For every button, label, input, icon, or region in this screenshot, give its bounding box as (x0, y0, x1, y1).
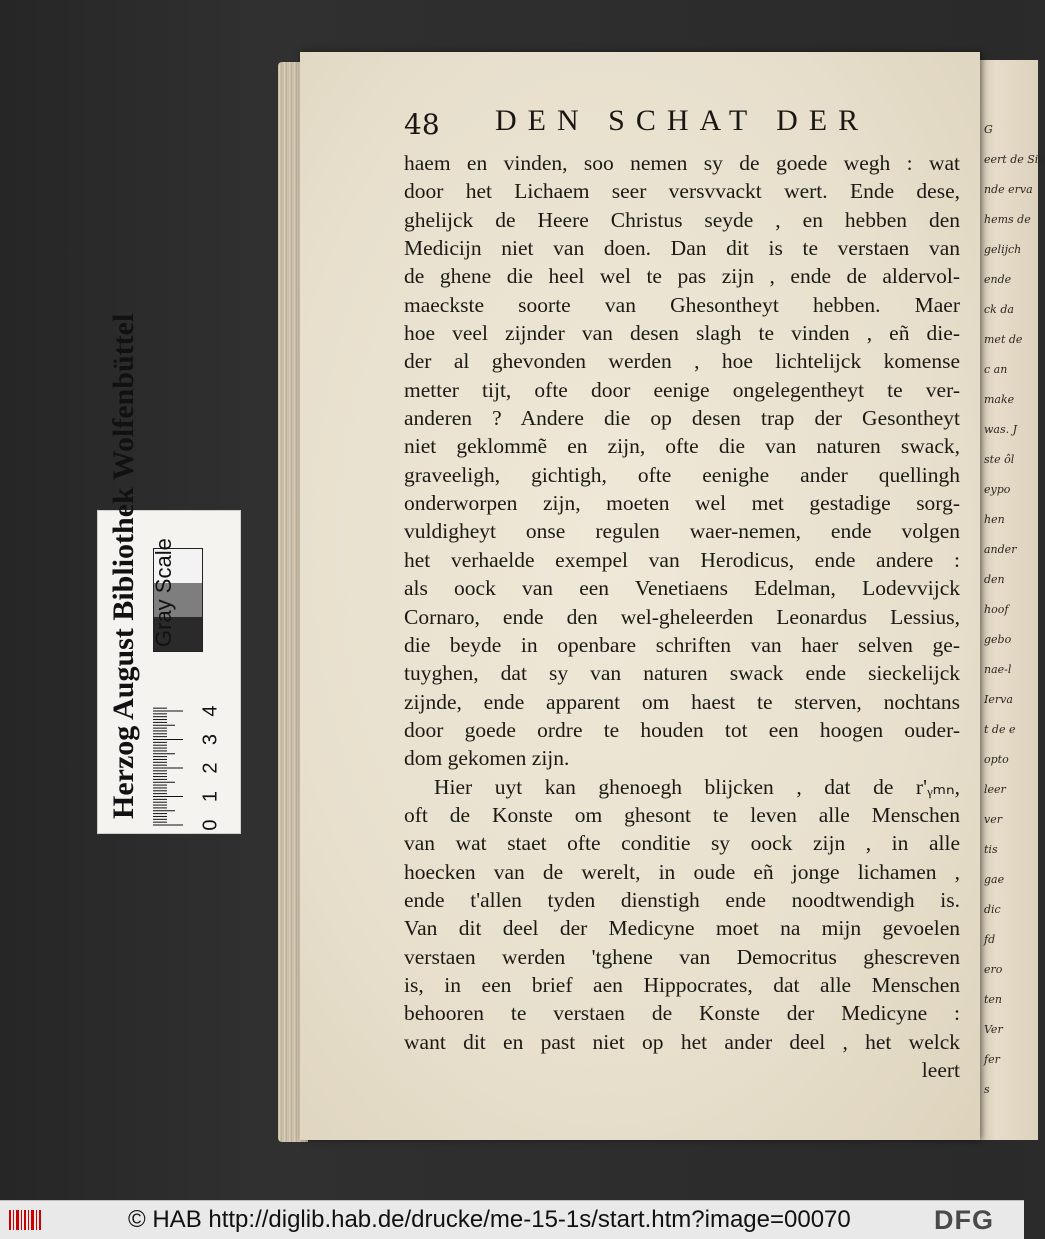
book-page (300, 52, 980, 1140)
adjacent-page-fragment: fer (984, 1053, 1000, 1066)
text-line: metter tijt, ofte door eenige ongelegentheyt te ver- (404, 377, 960, 402)
adjacent-page-fragment: ero (984, 963, 1003, 976)
cm-scale (149, 707, 237, 831)
text-line: Cornaro, ende den wel-gheleerden Leonardus Lessius, (404, 604, 960, 629)
text-line: zijnde, ende apparent om haest te sterven, nochtans (404, 689, 960, 714)
adjacent-page-fragment: ander (984, 543, 1017, 556)
text-line: Hier uyt kan ghenoegh blijcken , dat de r'ᵧₘₙ, (434, 774, 960, 799)
text-line: haem en vinden, soo nemen sy de goede wegh : wat (404, 151, 960, 175)
scale-number: 0 (199, 819, 222, 831)
color-scale-card (97, 313, 241, 834)
text-line: van wat staet ofte conditie sy oock zijn , in alle (404, 831, 960, 856)
gray-scale-label: Gray Scale (151, 538, 176, 647)
text-line: Medicijn niet van doen. Dan dit is te verstaen van (404, 236, 960, 261)
text-line: als oock van een Venetiaens Edelman, Lodevvijck (404, 576, 960, 601)
adjacent-page-fragment: met de (984, 333, 1023, 346)
text-line: hoe veel zijnder van desen slagh te vinden , eñ die- (404, 321, 960, 346)
adjacent-page-fragment: ste ôl (984, 453, 1015, 466)
text-line: dom gekomen zijn. (404, 746, 570, 771)
adjacent-page-fragment: eypo (984, 483, 1011, 496)
text-line: onderworpen zijn, moeten wel met gestadige sorg- (404, 491, 960, 516)
adjacent-page-fragment: tis (984, 843, 998, 856)
adjacent-page-fragment: c an (984, 363, 1008, 376)
adjacent-page-fragment: ver (984, 813, 1002, 826)
text-line: door goede ordre te houden tot een hoogen ouder- (404, 717, 960, 742)
adjacent-page-fragment: leer (984, 783, 1006, 796)
text-line: leert (921, 1058, 960, 1082)
copyright-link[interactable]: © HAB http://diglib.hab.de/drucke/me-15-1s/start.htm?image=00070 (128, 1206, 851, 1233)
text-line: hoecken van de werelt, in oude eñ jonge lichamen , (404, 859, 960, 884)
text-line: die beyde in openbare schriften van haer selven ge- (404, 632, 960, 657)
adjacent-page-fragment: G (984, 123, 993, 136)
text-line: ende t'allen tyden dienstigh ende noodtwendigh is. (404, 887, 960, 912)
running-title: DEN SCHAT DER (495, 104, 870, 137)
text-line: ghelijck de Heere Christus seyde , en hebben den (404, 207, 960, 232)
adjacent-page-fragment: make (984, 393, 1015, 406)
text-line: oft de Konste om ghesont te leven alle Menschen (404, 802, 960, 827)
adjacent-page-fragment: nae-l (984, 663, 1012, 676)
text-line: anderen ? Andere die op desen trap der Gesontheyt (404, 406, 960, 431)
adjacent-page-fragment: hems de (984, 213, 1031, 226)
dfg-logo: DFG (934, 1205, 994, 1235)
text-line: behooren te verstaen de Konste der Medicyne : (404, 1001, 960, 1026)
adjacent-page-fragment: ck da (984, 303, 1014, 316)
adjacent-page-fragment: Ierva (984, 693, 1013, 706)
text-line: der al ghevonden werden , hoe lichtelijck komense (404, 349, 960, 374)
text-line: Van dit deel der Medicyne moet na mijn gevoelen (404, 916, 960, 941)
adjacent-page-fragment: ten (984, 993, 1003, 1006)
text-line: graveeligh, gichtigh, ofte eenighe ander quellingh (404, 462, 960, 487)
text-line: vuldigheyt onse regulen waer-nemen, ende volgen (404, 519, 960, 544)
scale-number: 1 (199, 790, 222, 803)
scale-number: 3 (199, 733, 222, 746)
adjacent-page-fragment: hoof (984, 603, 1009, 616)
adjacent-page-fragment: den (984, 573, 1005, 586)
scale-number: 2 (199, 762, 222, 774)
text-line: niet geklommẽ en zijn, ofte die van naturen swack, (404, 434, 960, 459)
text-line: verstaen werden 'tghene van Democritus ghescreven (404, 944, 960, 969)
text-line: is, in een brief aen Hippocrates, dat alle Menschen (404, 972, 960, 997)
text-line: door het Lichaem seer versvvackt wert. Ende dese, (404, 179, 960, 204)
footer-bar (0, 1200, 1024, 1239)
page-number: 48 (404, 108, 440, 141)
adjacent-page-fragment: gae (984, 873, 1005, 886)
adjacent-page-fragment: nde erva (984, 183, 1033, 196)
library-name: Herzog August Bibliothek Wolfenbüttel (107, 313, 140, 819)
text-line: maeckste soorte van Ghesontheyt hebben. Maer (404, 292, 960, 317)
page-text-block (404, 149, 960, 1084)
barcode-icon (8, 1209, 44, 1231)
adjacent-page-fragment: dic (984, 903, 1001, 916)
text-line: het verhaelde exempel van Herodicus, ende andere : (404, 547, 960, 572)
text-line: want dit en past niet op het ander deel , het welck (404, 1029, 960, 1054)
adjacent-page-fragment: t de e (984, 723, 1016, 736)
adjacent-page-fragment: hen (984, 513, 1005, 526)
adjacent-page-fragment: eert de Sie (984, 153, 1045, 166)
adjacent-page-fragment: Ver (984, 1023, 1003, 1036)
scale-number: 4 (199, 705, 222, 717)
adjacent-page-fragment: s (984, 1083, 990, 1096)
adjacent-page-fragment: was. J (984, 423, 1018, 436)
adjacent-page-fragment: ende (984, 273, 1012, 286)
text-line: de ghene die heel wel te pas zijn , ende de aldervol- (404, 264, 960, 289)
adjacent-page-fragment: opto (984, 753, 1009, 766)
adjacent-page-fragment: fd (984, 933, 996, 946)
adjacent-page-fragment: gebo (984, 633, 1012, 646)
adjacent-page-fragment: gelijch (984, 243, 1022, 256)
text-line: tuyghen, dat sy van naturen swack ende sieckelijck (404, 661, 960, 686)
